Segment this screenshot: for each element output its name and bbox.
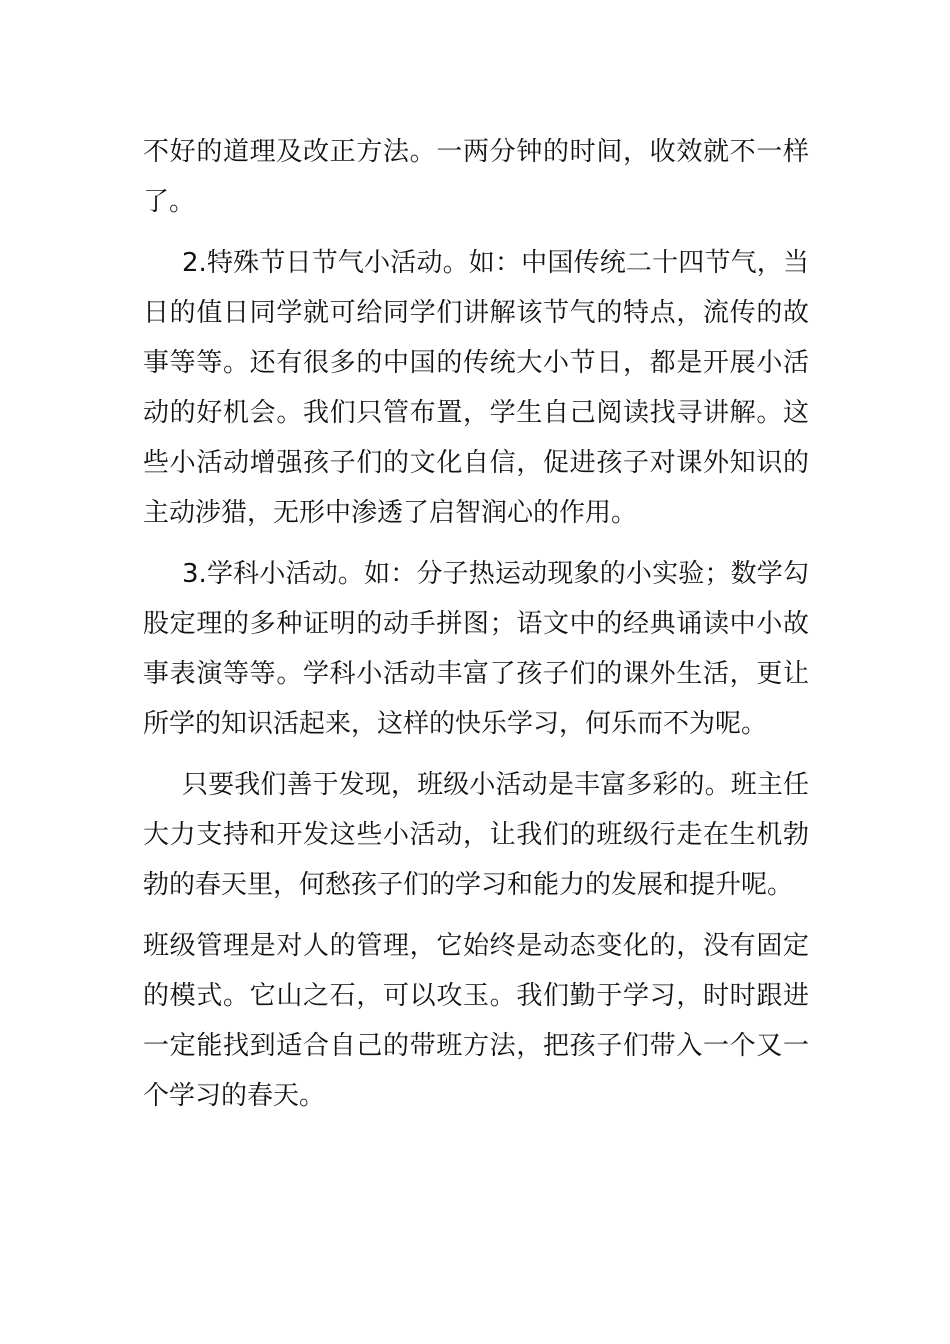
document-body — [143, 127, 809, 1132]
paragraph-conclusion: 班级管理是对人的管理，它始终是动态变化的，没有固定的模式。它山之石，可以攻玉。我们勤于学习，时时跟进一定能找到适合自己的带班方法，把孩子们带入一个又一个学习的春天。 — [143, 931, 809, 1111]
paragraph-discovery: 只要我们善于发现，班级小活动是丰富多彩的。班主任大力支持和开发这些小活动，让我们的班级行走在生机勃勃的春天里，何愁孩子们的学习和能力的发展和提升呢。 — [143, 770, 809, 900]
paragraph-continuation: 不好的道理及改正方法。一两分钟的时间，收效就不一样了。 — [143, 137, 809, 217]
paragraph-festival-activities: 2.特殊节日节气小活动。如：中国传统二十四节气，当日的值日同学就可给同学们讲解该节气的特点，流传的故事等等。还有很多的中国的传统大小节日，都是开展小活动的好机会。我们只管布置，学生自己阅读找寻讲解。这些小活动增强孩子们的文化自信，促进孩子对课外知识的主动涉猎，无形中渗透了启智润心的作用。 — [143, 248, 809, 528]
paragraph-subject-activities: 3.学科小活动。如：分子热运动现象的小实验；数学勾股定理的多种证明的动手拼图；语文中的经典诵读中小故事表演等等。学科小活动丰富了孩子们的课外生活，更让所学的知识活起来，这样的快乐学习，何乐而不为呢。 — [143, 559, 809, 739]
